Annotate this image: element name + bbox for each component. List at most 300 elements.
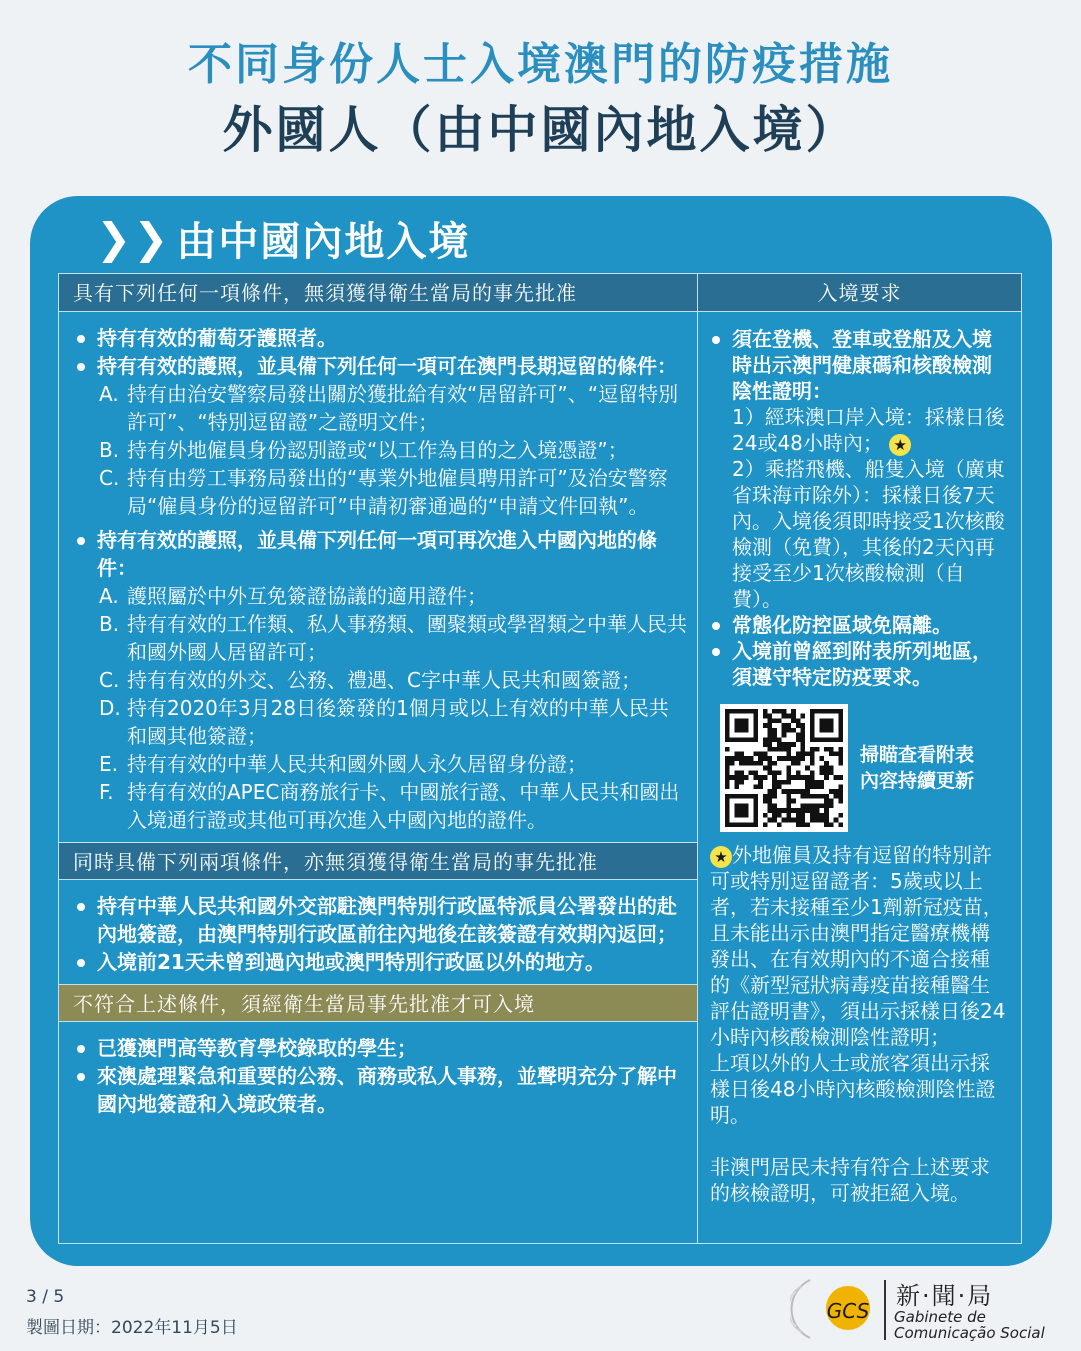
qr-module <box>786 766 791 771</box>
qr-module <box>824 770 829 775</box>
qr-module <box>810 775 815 780</box>
footnote-text: 外地僱員及持有逗留的特別許可或特別逗留證者：5歲或以上者，若未接種至少1劑新冠疫苗，且未能出示由澳門指定醫療機構發出、在有效期內的不適合接種的《新型冠狀病毒疫苗接種醫生評估證明書》，須出示採樣日後24小時內核酸檢測陰性證明； <box>710 843 1006 1049</box>
qr-module <box>786 813 791 818</box>
list-item: 來澳處理緊急和重要的公務、商務或私人事務，並聲明充分了解中國內地簽證和入境政策者。 <box>73 1062 687 1118</box>
qr-module <box>834 794 839 799</box>
qr-module <box>786 742 791 747</box>
qr-module <box>824 761 829 766</box>
qr-module <box>772 728 777 733</box>
qr-module <box>767 756 772 761</box>
sub-item <box>73 778 687 834</box>
qr-module <box>810 780 815 785</box>
sub-item <box>73 610 687 666</box>
qr-section <box>720 704 1007 832</box>
qr-module <box>777 822 782 827</box>
qr-module <box>801 751 806 756</box>
logo-divider <box>884 1280 886 1340</box>
qr-module <box>791 714 796 719</box>
qr-module <box>767 770 772 775</box>
qr-module <box>763 737 768 742</box>
qr-module <box>786 770 791 775</box>
sub-item-letter: A. <box>99 382 119 406</box>
qr-module <box>824 803 829 808</box>
sub-item-letter: B. <box>99 438 120 462</box>
qr-module <box>791 742 796 747</box>
gcs-logo-mark <box>790 1272 884 1346</box>
qr-module <box>782 780 787 785</box>
qr-module <box>767 747 772 752</box>
qr-module <box>758 785 763 790</box>
qr-module <box>829 799 834 804</box>
qr-module <box>796 775 801 780</box>
qr-module <box>763 794 768 799</box>
qr-module <box>801 822 806 827</box>
qr-module <box>801 794 806 799</box>
qr-module <box>796 737 801 742</box>
qr-caption-line: 掃瞄查看附表 <box>860 744 975 766</box>
qr-module <box>824 822 829 827</box>
qr-module <box>829 770 834 775</box>
logo-name-cn: 新·聞·局 <box>896 1282 994 1310</box>
sub-item-text: 護照屬於中外互免簽證協議的適用證件； <box>127 584 487 608</box>
qr-module <box>763 756 768 761</box>
section-heading-text: 由中國內地入境 <box>176 219 471 265</box>
qr-module <box>796 822 801 827</box>
qr-finder <box>734 803 748 817</box>
qr-module <box>763 775 768 780</box>
qr-module <box>749 770 754 775</box>
requirement-item: 須在登機、登車或登船及入境時出示澳門健康碼和核酸檢測陰性證明： <box>710 326 1007 404</box>
sub-item-text: 持有2020年3月28日後簽發的1個月或以上有效的中華人民共和國其他簽證； <box>127 696 669 748</box>
qr-module <box>810 751 815 756</box>
qr-module <box>810 808 815 813</box>
qr-module <box>763 709 768 714</box>
qr-module <box>810 785 815 790</box>
qr-module <box>805 803 810 808</box>
requirement-detail: 2）乘搭飛機、船隻入境（廣東省珠海市除外）：採樣日後7天內。入境後須即時接受1次核酸檢測（免費），其後的2天內再接受至少1次核酸檢測（自費）。 <box>732 457 1005 611</box>
qr-module <box>772 789 777 794</box>
qr-module <box>810 756 815 761</box>
gcs-logo <box>790 1272 1060 1346</box>
qr-module <box>796 718 801 723</box>
qr-module <box>829 751 834 756</box>
qr-module <box>801 723 806 728</box>
qr-module <box>786 818 791 823</box>
qr-module <box>753 770 758 775</box>
qr-module <box>796 789 801 794</box>
qr-module <box>838 785 843 790</box>
sub-item-letter: C. <box>99 668 120 692</box>
qr-module <box>753 775 758 780</box>
qr-module <box>758 780 763 785</box>
qr-module <box>753 751 758 756</box>
qr-module <box>796 723 801 728</box>
qr-module <box>772 761 777 766</box>
conditions-body-2 <box>59 880 697 984</box>
qr-module <box>829 803 834 808</box>
qr-module <box>824 818 829 823</box>
qr-module <box>829 747 834 752</box>
qr-module <box>805 794 810 799</box>
qr-module <box>777 808 782 813</box>
qr-module <box>786 780 791 785</box>
footnote: 上項以外的人士或旅客須出示採樣日後48小時內核酸檢測陰性證明。 <box>710 1051 996 1127</box>
qr-module <box>838 799 843 804</box>
sub-item-text: 持有由勞工事務局發出的“專業外地僱員聘用許可”及治安警察局“僱員身份的逗留許可”申請初審通過的“申請文件回執”。 <box>127 466 668 518</box>
qr-module <box>819 770 824 775</box>
conditions-body-1 <box>59 312 697 842</box>
qr-module <box>801 818 806 823</box>
qr-module <box>758 761 763 766</box>
qr-module <box>805 789 810 794</box>
qr-module <box>767 723 772 728</box>
qr-module <box>819 803 824 808</box>
qr-module <box>777 813 782 818</box>
qr-module <box>819 756 824 761</box>
qr-module <box>815 813 820 818</box>
qr-module <box>801 789 806 794</box>
qr-module <box>767 737 772 742</box>
qr-caption <box>860 742 974 794</box>
qr-module <box>810 761 815 766</box>
qr-module <box>725 756 730 761</box>
qr-module <box>767 733 772 738</box>
qr-module <box>791 808 796 813</box>
qr-module <box>767 714 772 719</box>
list-item: 已獲澳門高等教育學校錄取的學生； <box>73 1034 687 1062</box>
conditions-body-3 <box>59 1022 697 1126</box>
qr-module <box>777 709 782 714</box>
qr-module <box>819 794 824 799</box>
qr-module <box>796 733 801 738</box>
qr-module <box>782 733 787 738</box>
qr-module <box>767 803 772 808</box>
qr-module <box>815 818 820 823</box>
sub-item-text: 持有有效的外交、公務、禮遇、C字中華人民共和國簽證； <box>127 668 641 692</box>
qr-module <box>834 789 839 794</box>
section-heading <box>96 210 470 267</box>
qr-module <box>815 785 820 790</box>
sub-item <box>73 694 687 750</box>
qr-module <box>810 770 815 775</box>
qr-module <box>786 751 791 756</box>
qr-finder <box>734 718 748 732</box>
qr-module <box>834 775 839 780</box>
qr-module <box>796 751 801 756</box>
qr-module <box>801 756 806 761</box>
logo-name-pt: Gabinete de <box>894 1308 986 1326</box>
qr-module <box>772 718 777 723</box>
qr-module <box>725 761 730 766</box>
qr-module <box>777 756 782 761</box>
qr-module <box>725 766 730 771</box>
qr-module <box>805 822 810 827</box>
qr-module <box>805 766 810 771</box>
qr-module <box>810 813 815 818</box>
sub-item-text: 持有由治安警察局發出關於獲批給有效“居留許可”、“逗留特別許可”、“特別逗留證”之證明文件； <box>127 382 679 434</box>
qr-module <box>753 785 758 790</box>
qr-module <box>777 770 782 775</box>
requirements-column <box>698 273 1022 1244</box>
qr-module <box>739 780 744 785</box>
qr-module <box>786 728 791 733</box>
qr-module <box>786 808 791 813</box>
qr-module <box>810 794 815 799</box>
sub-item-letter: E. <box>99 752 118 776</box>
qr-module <box>791 718 796 723</box>
sub-item-letter: A. <box>99 584 119 608</box>
qr-module <box>734 770 739 775</box>
page-number: 3 / 5 <box>26 1287 65 1307</box>
sub-item <box>73 464 687 520</box>
qr-module <box>838 822 843 827</box>
qr-module <box>725 747 730 752</box>
qr-module <box>824 775 829 780</box>
qr-module <box>767 794 772 799</box>
qr-module <box>838 747 843 752</box>
qr-module <box>819 813 824 818</box>
sub-item-letter: F. <box>99 780 114 804</box>
qr-module <box>834 751 839 756</box>
qr-module <box>730 761 735 766</box>
qr-module <box>739 761 744 766</box>
qr-module <box>753 761 758 766</box>
qr-module <box>744 775 749 780</box>
qr-module <box>777 747 782 752</box>
star-icon: ★ <box>889 434 911 456</box>
qr-module <box>838 761 843 766</box>
qr-module <box>829 766 834 771</box>
qr-module <box>739 756 744 761</box>
qr-module <box>772 818 777 823</box>
qr-module <box>786 789 791 794</box>
page-subtitle: 外國人（由中國內地入境） <box>222 101 859 159</box>
qr-module <box>767 761 772 766</box>
qr-module <box>758 756 763 761</box>
qr-module <box>782 709 787 714</box>
qr-module <box>838 756 843 761</box>
sub-item <box>73 582 687 610</box>
qr-module <box>772 733 777 738</box>
requirement-item: 入境前曾經到附表所列地區，須遵守特定防疫要求。 <box>710 638 1007 690</box>
qr-module <box>782 714 787 719</box>
requirements-body <box>698 312 1021 1214</box>
qr-module <box>767 742 772 747</box>
page-title: 不同身份人士入境澳門的防疫措施 <box>188 39 893 90</box>
qr-module <box>801 775 806 780</box>
qr-module <box>777 780 782 785</box>
sub-item-text: 持有有效的中華人民共和國外國人永久居留身份證； <box>127 752 587 776</box>
qr-module <box>772 794 777 799</box>
info-card <box>30 196 1052 1266</box>
qr-module <box>824 813 829 818</box>
qr-module <box>772 709 777 714</box>
qr-module <box>791 789 796 794</box>
qr-module <box>791 799 796 804</box>
qr-module <box>772 747 777 752</box>
qr-module <box>815 780 820 785</box>
qr-module <box>796 818 801 823</box>
chart-date: 製圖日期：2022年11月5日 <box>26 1318 238 1338</box>
qr-module <box>767 818 772 823</box>
qr-module <box>772 775 777 780</box>
qr-module <box>805 808 810 813</box>
conditions-column <box>58 273 698 1244</box>
qr-module <box>734 780 739 785</box>
sub-item-letter: C. <box>99 466 120 490</box>
qr-module <box>725 770 730 775</box>
qr-module <box>801 813 806 818</box>
qr-module <box>763 822 768 827</box>
qr-module <box>805 775 810 780</box>
qr-module <box>819 766 824 771</box>
qr-code[interactable] <box>720 704 848 832</box>
qr-finder <box>819 718 833 732</box>
qr-module <box>796 808 801 813</box>
qr-module <box>782 723 787 728</box>
qr-module <box>815 747 820 752</box>
sub-item <box>73 750 687 778</box>
sub-item-letter: B. <box>99 612 120 636</box>
qr-module <box>801 737 806 742</box>
qr-module <box>796 761 801 766</box>
qr-module <box>725 780 730 785</box>
qr-module <box>838 789 843 794</box>
qr-module <box>777 737 782 742</box>
qr-module <box>767 808 772 813</box>
qr-module <box>838 794 843 799</box>
qr-module <box>801 747 806 752</box>
qr-module <box>767 789 772 794</box>
qr-module <box>801 803 806 808</box>
qr-module <box>763 742 768 747</box>
conditions-header-1: 具有下列任何一項條件，無須獲得衛生當局的事先批准 <box>59 274 697 312</box>
sub-item-text: 持有有效的工作類、私人事務類、團聚類或學習類之中華人民共和國外國人居留許可； <box>127 612 687 664</box>
qr-module <box>810 747 815 752</box>
qr-module <box>744 756 749 761</box>
qr-module <box>819 780 824 785</box>
qr-module <box>739 770 744 775</box>
qr-module <box>767 766 772 771</box>
qr-module <box>772 780 777 785</box>
qr-module <box>758 751 763 756</box>
qr-module <box>772 803 777 808</box>
qr-module <box>824 766 829 771</box>
qr-module <box>838 813 843 818</box>
double-chevron-icon: ❯❯ <box>96 214 171 263</box>
qr-module <box>730 775 735 780</box>
list-item: 持有中華人民共和國外交部駐澳門特別行政區特派員公署發出的赴內地簽證，由澳門特別行政區前往內地後在該簽證有效期內返回； <box>73 892 687 948</box>
sub-item-letter: D. <box>99 696 121 720</box>
qr-module <box>801 714 806 719</box>
qr-module <box>763 714 768 719</box>
qr-module <box>815 794 820 799</box>
qr-module <box>782 728 787 733</box>
qr-module <box>801 733 806 738</box>
qr-module <box>805 780 810 785</box>
qr-module <box>786 747 791 752</box>
qr-module <box>791 775 796 780</box>
qr-module <box>734 785 739 790</box>
sub-item <box>73 436 687 464</box>
requirement-item: 常態化防控區域免隔離。 <box>710 612 1007 638</box>
qr-module <box>734 751 739 756</box>
qr-module <box>815 803 820 808</box>
logo-name-pt: Comunicação Social <box>894 1324 1045 1342</box>
qr-module <box>791 756 796 761</box>
list-item: 持有有效的護照，並具備下列任何一項可再次進入中國內地的條件： <box>73 526 687 582</box>
requirement-detail <box>710 404 1007 456</box>
qr-module <box>801 742 806 747</box>
qr-module <box>744 761 749 766</box>
qr-module <box>739 775 744 780</box>
qr-module <box>786 723 791 728</box>
qr-module <box>786 714 791 719</box>
qr-module <box>786 799 791 804</box>
conditions-header-2: 同時具備下列兩項條件，亦無須獲得衛生當局的事先批准 <box>59 842 697 880</box>
qr-module <box>725 785 730 790</box>
qr-module <box>838 751 843 756</box>
qr-module <box>725 775 730 780</box>
qr-module <box>786 756 791 761</box>
qr-module <box>767 799 772 804</box>
list-item: 入境前21天未曾到過內地或澳門特別行政區以外的地方。 <box>73 948 687 976</box>
qr-module <box>734 775 739 780</box>
qr-module <box>749 756 754 761</box>
qr-module <box>763 813 768 818</box>
sub-item <box>73 380 687 436</box>
qr-module <box>819 818 824 823</box>
sub-item-text: 持有有效的APEC商務旅行卡、中國旅行證、中華人民共和國出入境通行證或其他可再次進入中國內地的證件。 <box>127 780 680 832</box>
qr-module <box>824 808 829 813</box>
qr-module <box>791 728 796 733</box>
qr-module <box>763 766 768 771</box>
qr-module <box>791 709 796 714</box>
qr-module <box>782 789 787 794</box>
qr-module <box>739 751 744 756</box>
qr-module <box>796 813 801 818</box>
qr-module <box>815 808 820 813</box>
qr-module <box>749 761 754 766</box>
qr-module <box>777 742 782 747</box>
qr-module <box>734 756 739 761</box>
qr-module <box>777 718 782 723</box>
qr-module <box>824 747 829 752</box>
qr-module <box>782 756 787 761</box>
sub-item <box>73 666 687 694</box>
conditions-header-3: 不符合上述條件，須經衛生當局事先批准才可入境 <box>59 984 697 1022</box>
qr-module <box>810 803 815 808</box>
qr-module <box>834 818 839 823</box>
qr-module <box>777 785 782 790</box>
logo-mark-text: GCS <box>826 1299 870 1323</box>
qr-module <box>786 775 791 780</box>
qr-module <box>782 742 787 747</box>
requirement-detail-text: 1）經珠澳口岸入境：採樣日後24或48小時內； <box>732 405 1005 455</box>
footnote: 非澳門居民未持有符合上述要求的核檢證明，可被拒絕入境。 <box>710 1155 990 1205</box>
qr-module <box>763 799 768 804</box>
qr-module <box>829 822 834 827</box>
qr-module <box>782 747 787 752</box>
qr-module <box>772 770 777 775</box>
qr-module <box>796 770 801 775</box>
qr-module <box>782 808 787 813</box>
qr-caption-line: 內容持續更新 <box>860 770 975 792</box>
qr-module <box>791 761 796 766</box>
qr-module <box>730 756 735 761</box>
qr-module <box>763 723 768 728</box>
star-icon: ★ <box>710 846 732 868</box>
